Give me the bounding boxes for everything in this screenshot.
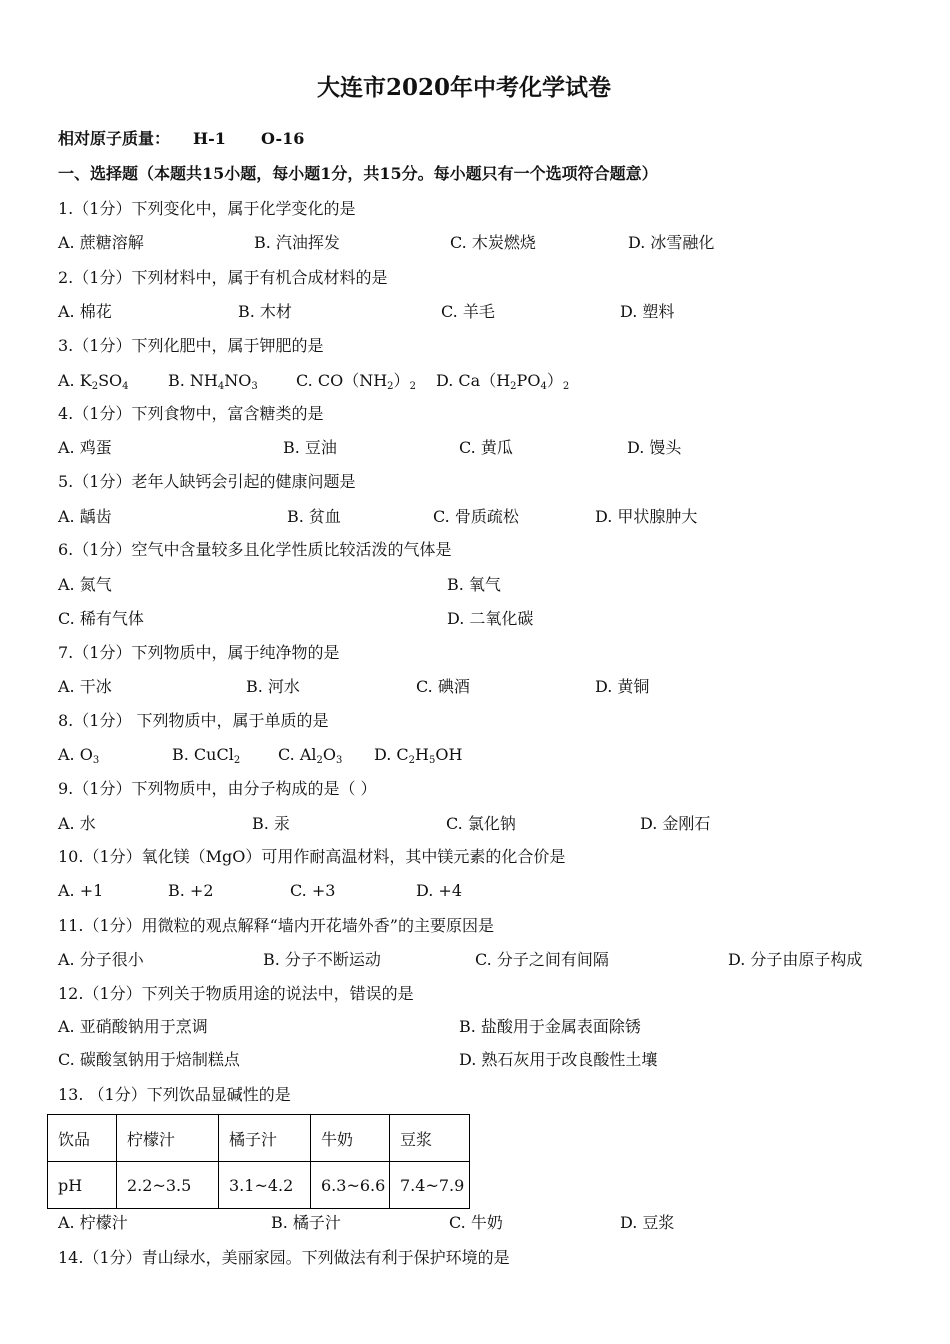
- question-12-option-b: B. 盐酸用于金属表面除锈: [459, 1017, 641, 1036]
- question-2-option-b: B. 木材: [238, 302, 292, 321]
- question-5-option-c: C. 骨质疏松: [433, 507, 519, 526]
- question-2-option-c: C. 羊毛: [441, 302, 495, 321]
- table-cell: 饮品: [48, 1115, 117, 1162]
- question-13-option-a: A. 柠檬汁: [58, 1213, 128, 1232]
- question-7-option-c: C. 碘酒: [416, 677, 470, 696]
- question-4-option-d: D. 馒头: [627, 438, 682, 457]
- question-6-option-a: A. 氮气: [58, 575, 112, 594]
- table-cell: 橘子汁: [219, 1115, 311, 1162]
- question-9-option-a: A. 水: [58, 814, 96, 833]
- table-cell: 豆浆: [390, 1115, 470, 1162]
- ph-table: [47, 1114, 470, 1209]
- section-heading: 一、选择题（本题共15小题，每小题1分，共15分。每小题只有一个选项符合题意）: [58, 164, 658, 183]
- question-3-option-d: D. $Ca(H_2PO_4)_2$: [436, 371, 570, 392]
- question-12-stem: 12.（1分）下列关于物质用途的说法中，错误的是: [58, 984, 414, 1003]
- question-13-option-b: B. 橘子汁: [271, 1213, 341, 1232]
- question-3-stem: 3.（1分）下列化肥中，属于钾肥的是: [58, 336, 324, 355]
- question-13-stem: 13. （1分）下列饮品显碱性的是: [58, 1085, 291, 1104]
- question-9-option-d: D. 金刚石: [640, 814, 711, 833]
- question-11-option-b: B. 分子不断运动: [263, 950, 381, 969]
- atomic-mass-h: H-1: [193, 129, 226, 148]
- table-header-row: [48, 1115, 470, 1162]
- question-1-option-d: D. 冰雪融化: [628, 233, 715, 252]
- question-9-option-c: C. 氯化钠: [446, 814, 516, 833]
- question-9-stem: 9.（1分）下列物质中，由分子构成的是（ ）: [58, 779, 377, 798]
- table-cell: 3.1~4.2: [219, 1162, 311, 1209]
- table-cell: 牛奶: [311, 1115, 390, 1162]
- question-10-option-c: C. +3: [290, 881, 336, 900]
- question-9-option-b: B. 汞: [252, 814, 290, 833]
- table-cell: pH: [48, 1162, 117, 1209]
- question-6-option-d: D. 二氧化碳: [447, 609, 534, 628]
- table-row: [48, 1162, 470, 1209]
- question-1-option-b: B. 汽油挥发: [254, 233, 340, 252]
- question-8-option-b: B. CuCl$_2$: [172, 745, 241, 766]
- table-cell: 2.2~3.5: [117, 1162, 219, 1209]
- table-cell: 柠檬汁: [117, 1115, 219, 1162]
- question-4-stem: 4.（1分）下列食物中，富含糖类的是: [58, 404, 324, 423]
- exam-title: 大连市2020年中考化学试卷: [317, 74, 612, 101]
- question-3-option-a: A. $K_2SO_4$: [58, 371, 129, 392]
- question-5-option-a: A. 龋齿: [58, 507, 112, 526]
- question-5-stem: 5.（1分）老年人缺钙会引起的健康问题是: [58, 472, 356, 491]
- question-12-option-d: D. 熟石灰用于改良酸性土壤: [459, 1050, 658, 1069]
- question-8-option-c: C. $Al_2O_3$: [278, 745, 343, 766]
- question-11-option-c: C. 分子之间有间隔: [475, 950, 609, 969]
- question-11-option-d: D. 分子由原子构成: [728, 950, 863, 969]
- question-12-option-c: C. 碳酸氢钠用于焙制糕点: [58, 1050, 240, 1069]
- question-8-stem: 8.（1分） 下列物质中，属于单质的是: [58, 711, 329, 730]
- table-cell: 7.4~7.9: [390, 1162, 470, 1209]
- question-10-option-d: D. +4: [416, 881, 463, 900]
- question-6-option-b: B. 氧气: [447, 575, 501, 594]
- question-5-option-b: B. 贫血: [287, 507, 341, 526]
- question-1-option-a: A. 蔗糖溶解: [58, 233, 144, 252]
- atomic-mass-o: O-16: [261, 129, 305, 148]
- question-2-stem: 2.（1分）下列材料中，属于有机合成材料的是: [58, 268, 388, 287]
- question-10-option-b: B. +2: [168, 881, 214, 900]
- question-8-option-a: A. $O_3$: [58, 745, 100, 766]
- question-11-option-a: A. 分子很小: [58, 950, 144, 969]
- question-10-option-a: A. +1: [58, 881, 104, 900]
- question-12-option-a: A. 亚硝酸钠用于烹调: [58, 1017, 208, 1036]
- question-10-stem: 10.（1分）氧化镁（MgO）可用作耐高温材料，其中镁元素的化合价是: [58, 847, 566, 866]
- question-13-option-c: C. 牛奶: [449, 1213, 503, 1232]
- question-1-option-c: C. 木炭燃烧: [450, 233, 536, 252]
- question-8-option-d: D. $C_2H_5OH$: [374, 745, 463, 766]
- atomic-mass-label: 相对原子质量：: [58, 129, 171, 148]
- question-7-option-b: B. 河水: [246, 677, 300, 696]
- question-5-option-d: D. 甲状腺肿大: [595, 507, 698, 526]
- question-3-option-b: B. $NH_4NO_3$: [168, 371, 258, 392]
- question-6-option-c: C. 稀有气体: [58, 609, 144, 628]
- question-3-option-c: C. $CO(NH_2)_2$: [296, 371, 416, 392]
- question-4-option-c: C. 黄瓜: [459, 438, 513, 457]
- question-7-option-a: A. 干冰: [58, 677, 112, 696]
- question-7-stem: 7.（1分）下列物质中，属于纯净物的是: [58, 643, 340, 662]
- question-13-option-d: D. 豆浆: [620, 1213, 675, 1232]
- question-6-stem: 6.（1分）空气中含量较多且化学性质比较活泼的气体是: [58, 540, 452, 559]
- question-11-stem: 11.（1分）用微粒的观点解释“墙内开花墙外香”的主要原因是: [58, 916, 494, 935]
- question-4-option-a: A. 鸡蛋: [58, 438, 112, 457]
- question-1-stem: 1.（1分）下列变化中，属于化学变化的是: [58, 199, 356, 218]
- question-2-option-a: A. 棉花: [58, 302, 112, 321]
- question-4-option-b: B. 豆油: [283, 438, 337, 457]
- table-cell: 6.3~6.6: [311, 1162, 390, 1209]
- question-2-option-d: D. 塑料: [620, 302, 675, 321]
- question-7-option-d: D. 黄铜: [595, 677, 650, 696]
- question-14-stem: 14.（1分）青山绿水，美丽家园。下列做法有利于保护环境的是: [58, 1248, 510, 1267]
